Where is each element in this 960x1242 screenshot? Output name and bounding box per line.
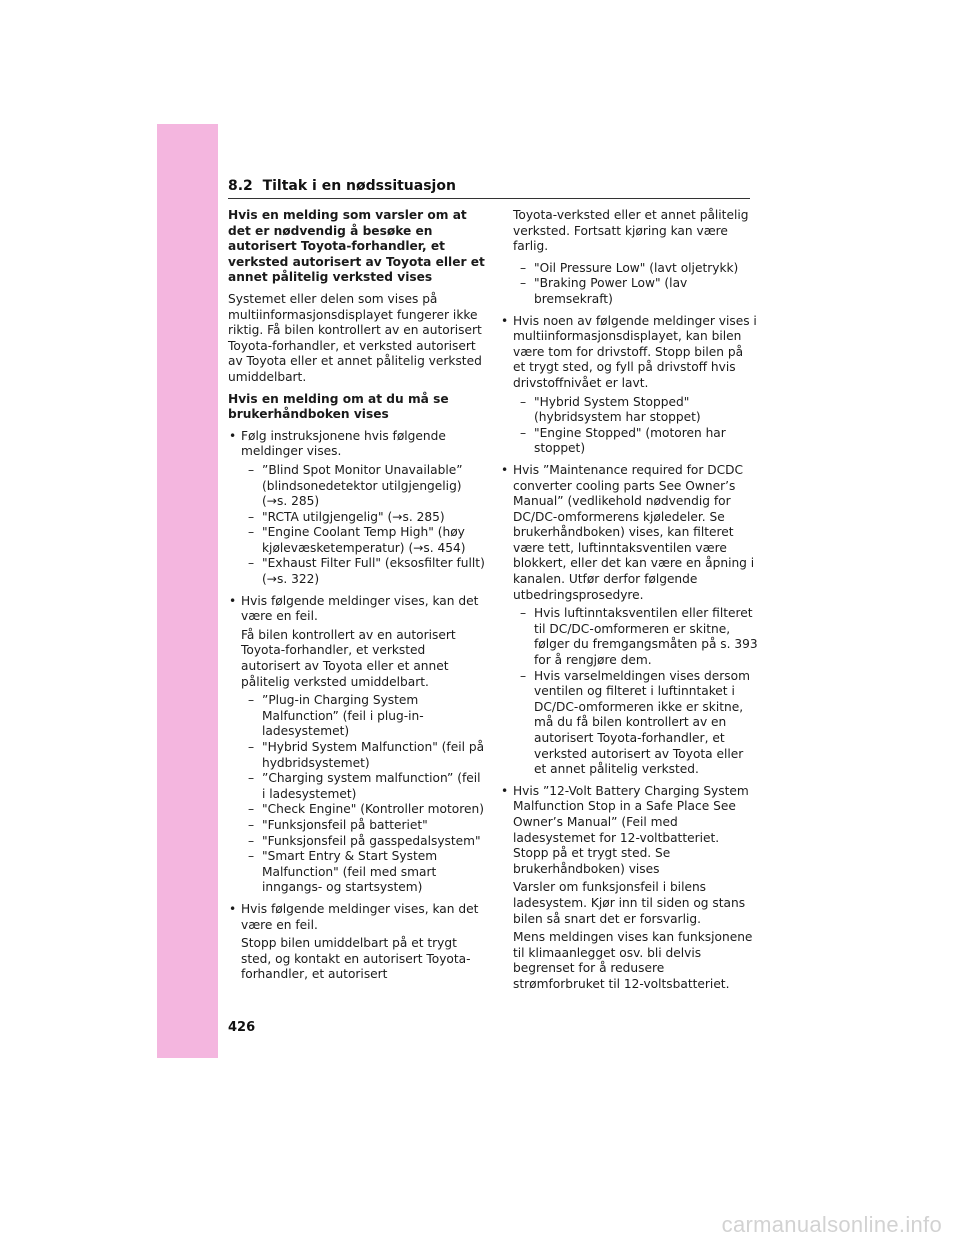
bullet-paragraph: Få bilen kontrollert av en autorisert Toyota-forhandler, et verksted autorisert av Toyota eller et annet pålitelig verksted umiddelbart. (241, 627, 456, 689)
bullet-follow-instructions (228, 429, 486, 588)
bullet-list-right (500, 314, 758, 993)
list-item: – "Engine Stopped" (motoren har stoppet) (513, 426, 758, 457)
list-item: – ”Charging system malfunction” (feil i ladesystemet) (241, 771, 486, 802)
chapter-tab (157, 124, 218, 1058)
left-column (228, 208, 486, 989)
bullet-text: • Hvis noen av følgende meldinger vises i multiinformasjonsdisplayet, kan bilen være tom for drivstoff. Stopp bilen på et trygt sted, og fyll på drivstoff hvis drivstoffnivået er lavt. (513, 313, 757, 390)
dash-list (513, 261, 758, 308)
list-item: – "Smart Entry & Start System Malfunction" (feil med smart inngangs- og startsystem) (241, 849, 486, 896)
list-item: – "Oil Pressure Low" (lavt oljetrykk) (513, 261, 758, 277)
list-item: – ”Plug-in Charging System Malfunction” (feil i plug-in-ladesystemet) (241, 693, 486, 740)
dash-list (513, 395, 758, 457)
list-item: – "RCTA utilgjengelig" (→s. 285) (241, 510, 486, 526)
paragraph-workshop-message: Systemet eller delen som vises på multiinformasjonsdisplayet fungerer ikke riktig. Få bilen kontrollert av en autorisert Toyota-forhandler, et verksted autorisert av Toyota eller et annet pålitelig verksted umiddelbart. (228, 291, 482, 384)
list-item: – "Check Engine" (Kontroller motoren) (241, 802, 486, 818)
list-item: – "Hybrid System Stopped" (hybridsystem har stoppet) (513, 395, 758, 426)
watermark: carmanualsonline.info (721, 1212, 942, 1237)
dash-list (241, 693, 486, 896)
section-title: Tiltak i en nødssituasjon (262, 178, 456, 194)
bullet-paragraph: Mens meldingen vises kan funksjonene til klimaanlegget osv. bli delvis begrenset for å redusere strømforbruket til 12-voltsbatteriet. (513, 930, 753, 991)
bullet-stop-immediately (228, 902, 486, 983)
list-item: – "Funksjonsfeil på batteriet" (241, 818, 486, 834)
page-number: 426 (228, 1020, 256, 1035)
list-item: – ”Blind Spot Monitor Unavailable” (blindsonedetektor utilgjengelig) (→s. 285) (241, 463, 486, 510)
bullet-12v-battery (500, 784, 758, 993)
section-number: 8.2 (228, 178, 253, 194)
continuation-text: Toyota-verksted eller et annet pålitelig verksted. Fortsatt kjøring kan være farlig. (513, 208, 749, 254)
bullet-paragraph: Varsler om funksjonsfeil i bilens ladesystem. Kjør inn til siden og stans bilen så snart det er forsvarlig. (513, 880, 746, 926)
section-header (228, 178, 750, 194)
dash-list (241, 463, 486, 588)
bullet-text: • Hvis følgende meldinger vises, kan det være en feil. (241, 901, 479, 932)
heading-manual-message: Hvis en melding om at du må se brukerhåndboken vises (228, 391, 449, 422)
bullet-text: • Hvis følgende meldinger vises, kan det være en feil. (241, 593, 479, 624)
right-column (500, 208, 758, 999)
bullet-dcdc-maintenance (500, 463, 758, 778)
list-item: – Hvis luftinntaksventilen eller filteret til DC/DC-omformeren er skitne, følger du fremgangsmåten på s. 393 for å rengjøre dem. (513, 606, 758, 668)
list-item: – "Braking Power Low" (lav bremsekraft) (513, 276, 758, 307)
header-divider (228, 198, 750, 199)
bullet-text: • Hvis ”12-Volt Battery Charging System Malfunction Stop in a Safe Place See Owner’s Manual” (Feil med ladesystemet for 12-voltbatteriet. Stopp på et trygt sted. Se brukerhåndboken) vises (513, 783, 749, 876)
list-item: – "Funksjonsfeil på gasspedalsystem" (241, 834, 486, 850)
list-item: – "Hybrid System Malfunction" (feil på hydbridsystemet) (241, 740, 486, 771)
list-item: – "Exhaust Filter Full" (eksosfilter fullt) (→s. 322) (241, 556, 486, 587)
bullet-list-left (228, 429, 486, 983)
heading-workshop-message: Hvis en melding som varsler om at det er nødvendig å besøke en autorisert Toyota-forhandler, et verksted autorisert av Toyota eller et annet pålitelig verksted vises (228, 208, 485, 285)
bullet-text: • Følg instruksjonene hvis følgende meldinger vises. (241, 428, 446, 459)
bullet-text: • Hvis ”Maintenance required for DCDC converter cooling parts See Owner’s Manual” (vedlikehold nødvendig for DC/DC-omformerens kjøledeler. Se brukerhåndboken) vises, kan filteret være tett, luftinntaksventilen være blokkert, eller det kan være en åpning i kanalen. Utfør derfor følgende utbedringsprosedyre. (513, 462, 755, 602)
bullet-possible-fault (228, 594, 486, 896)
bullet-out-of-fuel (500, 314, 758, 457)
dash-list (513, 606, 758, 778)
list-item: – Hvis varselmeldingen vises dersom ventilen og filteret i luftinntaket i DC/DC-omformeren ikke er skitne, må du få bilen kontrollert av en autorisert Toyota-forhandler, et verksted autorisert av Toyota eller et annet pålitelig verksted. (513, 669, 758, 778)
bullet-continuation (500, 208, 758, 308)
list-item: – "Engine Coolant Temp High" (høy kjølevæsketemperatur) (→s. 454) (241, 525, 486, 556)
bullet-paragraph: Stopp bilen umiddelbart på et trygt sted, og kontakt en autorisert Toyota-forhandler, et autorisert (241, 936, 471, 982)
